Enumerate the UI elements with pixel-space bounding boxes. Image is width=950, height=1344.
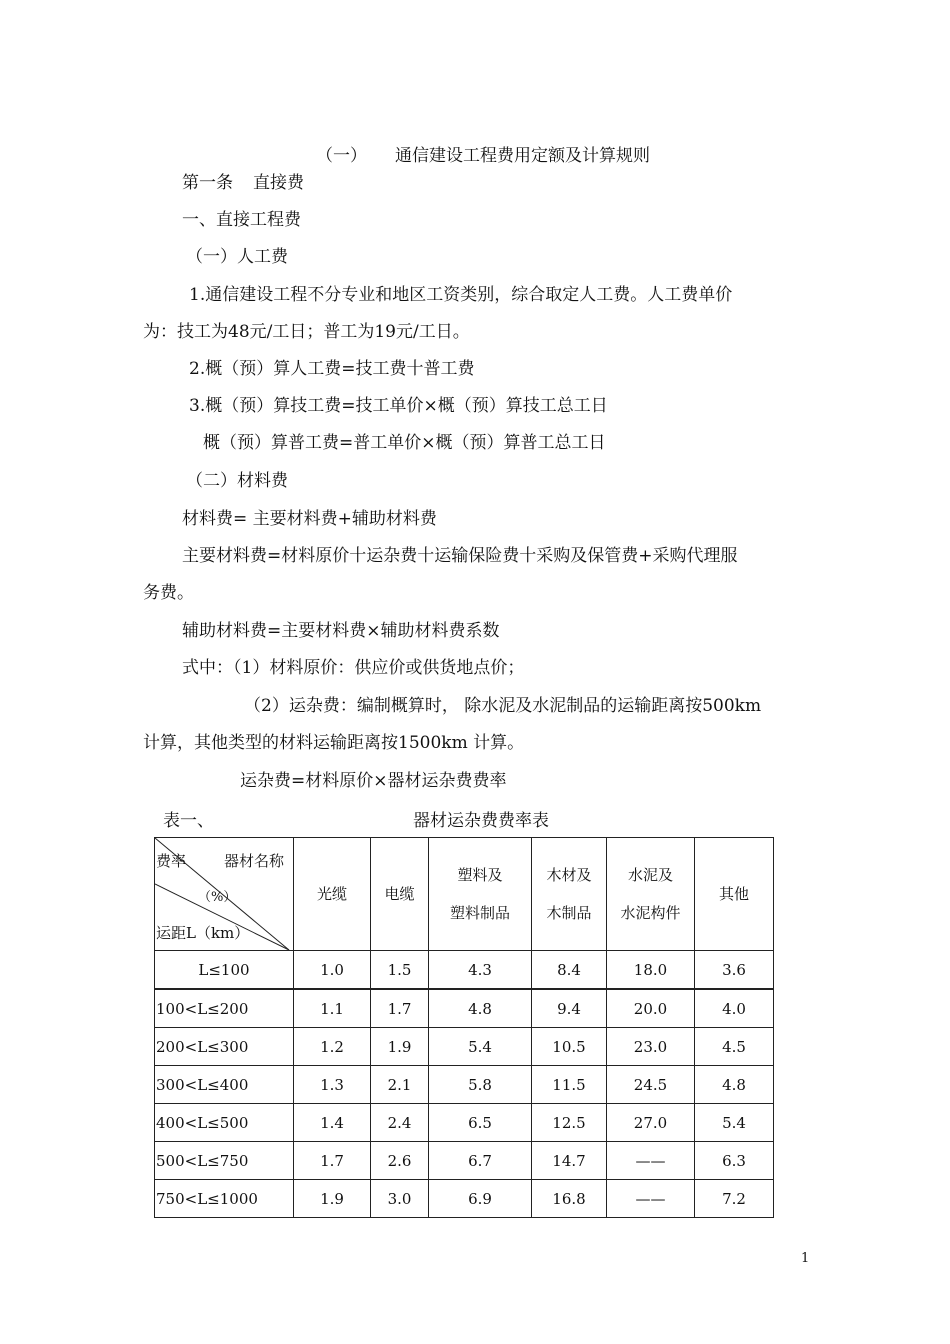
labor-title: （一）人工费 xyxy=(186,247,288,267)
table-row xyxy=(155,1066,774,1104)
value-cell: 5.4 xyxy=(429,1028,532,1066)
labor-item3: 3.概（预）算技工费=技工单价×概（预）算技工总工日 xyxy=(189,396,608,416)
value-cell: 5.8 xyxy=(429,1066,532,1104)
labor-item3b: 概（预）算普工费=普工单价×概（预）算普工总工日 xyxy=(203,433,606,453)
value-cell: 4.8 xyxy=(429,989,532,1028)
table-corner-cell xyxy=(155,838,294,951)
range-cell: 100<L≤200 xyxy=(155,989,294,1028)
value-cell: 8.4 xyxy=(532,951,607,990)
value-cell: 1.0 xyxy=(294,951,371,990)
material-formula1: 材料费= 主要材料费+辅助材料费 xyxy=(182,509,437,529)
labor-item2: 2.概（预）算人工费=技工费十普工费 xyxy=(189,359,475,379)
column-header: 塑料及 塑料制品 xyxy=(429,838,532,951)
corner-unit-label: （%） xyxy=(198,890,237,905)
value-cell: 23.0 xyxy=(607,1028,695,1066)
value-cell: 3.0 xyxy=(371,1180,429,1218)
page-title xyxy=(316,141,650,166)
column-header: 光缆 xyxy=(294,838,371,951)
corner-distance-label: 运距L（km） xyxy=(156,924,250,942)
value-cell: 1.9 xyxy=(371,1028,429,1066)
value-cell: 1.1 xyxy=(294,989,371,1028)
material-formula2-b: 务费。 xyxy=(143,583,194,603)
value-cell: 6.7 xyxy=(429,1142,532,1180)
material-note2-b: 计算，其他类型的材料运输距离按1500km 计算。 xyxy=(143,733,525,753)
value-cell: 14.7 xyxy=(532,1142,607,1180)
column-header: 水泥及 水泥构件 xyxy=(607,838,695,951)
value-cell: 1.9 xyxy=(294,1180,371,1218)
value-cell: 18.0 xyxy=(607,951,695,990)
value-cell: 1.3 xyxy=(294,1066,371,1104)
article-name: 直接费 xyxy=(253,173,304,193)
table-row xyxy=(155,1180,774,1218)
table-title: 器材运杂费费率表 xyxy=(413,811,549,831)
material-title: （二）材料费 xyxy=(186,471,288,491)
value-cell: 27.0 xyxy=(607,1104,695,1142)
value-cell: 2.4 xyxy=(371,1104,429,1142)
freight-rate-table xyxy=(154,837,774,1218)
range-cell: 200<L≤300 xyxy=(155,1028,294,1066)
value-cell: 1.7 xyxy=(371,989,429,1028)
value-cell: —— xyxy=(607,1180,695,1218)
value-cell: 20.0 xyxy=(607,989,695,1028)
material-note1: 式中：（1）材料原价：供应价或供货地点价； xyxy=(182,658,525,678)
corner-rate-label: 费率 xyxy=(156,852,187,870)
value-cell: 4.0 xyxy=(695,989,774,1028)
value-cell: 1.7 xyxy=(294,1142,371,1180)
value-cell: 6.3 xyxy=(695,1142,774,1180)
table-row xyxy=(155,1028,774,1066)
column-header: 木材及 木制品 xyxy=(532,838,607,951)
table-header-row xyxy=(155,838,774,951)
material-formula2-a: 主要材料费=材料原价十运杂费十运输保险费十采购及保管费+采购代理服 xyxy=(182,546,738,566)
value-cell: 11.5 xyxy=(532,1066,607,1104)
table-row xyxy=(155,951,774,990)
table-label: 表一、 xyxy=(163,811,214,831)
value-cell: 6.9 xyxy=(429,1180,532,1218)
heading-text: 通信建设工程费用定额及计算规则 xyxy=(395,146,650,166)
value-cell: 2.1 xyxy=(371,1066,429,1104)
value-cell: 2.6 xyxy=(371,1142,429,1180)
value-cell: 1.4 xyxy=(294,1104,371,1142)
material-formula3: 辅助材料费=主要材料费×辅助材料费系数 xyxy=(182,621,500,641)
column-header: 其他 xyxy=(695,838,774,951)
value-cell: 1.5 xyxy=(371,951,429,990)
material-note2-a: （2）运杂费：编制概算时， 除水泥及水泥制品的运输距离按500km xyxy=(244,696,762,716)
value-cell: 10.5 xyxy=(532,1028,607,1066)
value-cell: 24.5 xyxy=(607,1066,695,1104)
value-cell: 7.2 xyxy=(695,1180,774,1218)
value-cell: —— xyxy=(607,1142,695,1180)
value-cell: 4.3 xyxy=(429,951,532,990)
range-cell: 500<L≤750 xyxy=(155,1142,294,1180)
value-cell: 1.2 xyxy=(294,1028,371,1066)
table-row xyxy=(155,1104,774,1142)
labor-item1-a: 1.通信建设工程不分专业和地区工资类别，综合取定人工费。人工费单价 xyxy=(189,285,733,305)
article-label: 第一条 xyxy=(182,173,233,193)
range-cell: 750<L≤1000 xyxy=(155,1180,294,1218)
value-cell: 12.5 xyxy=(532,1104,607,1142)
value-cell: 5.4 xyxy=(695,1104,774,1142)
value-cell: 4.5 xyxy=(695,1028,774,1066)
section-heading: 一、直接工程费 xyxy=(182,210,301,230)
value-cell: 16.8 xyxy=(532,1180,607,1218)
value-cell: 6.5 xyxy=(429,1104,532,1142)
column-header: 电缆 xyxy=(371,838,429,951)
labor-item1-b: 为：技工为48元/工日；普工为19元/工日。 xyxy=(143,322,470,342)
range-cell: L≤100 xyxy=(155,951,294,990)
page-number: 1 xyxy=(801,1251,810,1266)
heading-number: （一） xyxy=(316,146,367,166)
value-cell: 3.6 xyxy=(695,951,774,990)
table-row xyxy=(155,1142,774,1180)
value-cell: 4.8 xyxy=(695,1066,774,1104)
article-heading xyxy=(182,172,304,194)
corner-material-label: 器材名称 xyxy=(224,852,285,870)
range-cell: 300<L≤400 xyxy=(155,1066,294,1104)
table-row xyxy=(155,989,774,1028)
material-formula4: 运杂费=材料原价×器材运杂费费率 xyxy=(240,771,507,791)
range-cell: 400<L≤500 xyxy=(155,1104,294,1142)
value-cell: 9.4 xyxy=(532,989,607,1028)
